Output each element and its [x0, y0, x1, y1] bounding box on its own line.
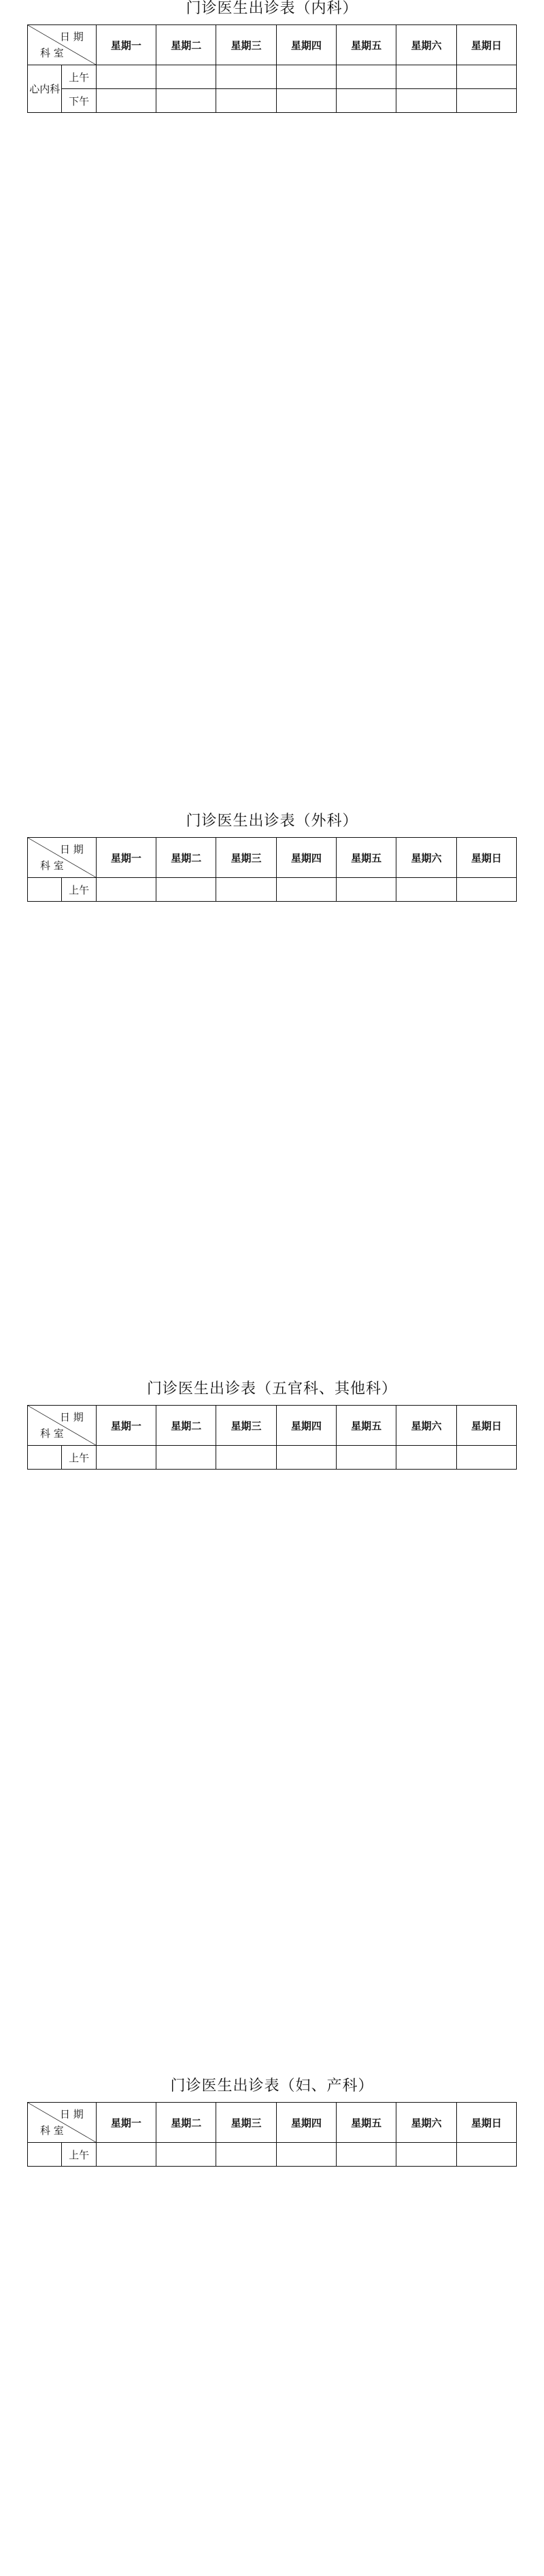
schedule-section-obgyn [27, 2078, 517, 2574]
table-row [28, 878, 517, 902]
day-header: 星期日 [456, 838, 516, 878]
day-header: 星期五 [337, 1406, 396, 1446]
day-header: 星期日 [456, 1406, 516, 1446]
section-title: 门诊医生出诊表（五官科、其他科） [146, 1380, 397, 1397]
section-title: 门诊医生出诊表（外科） [186, 813, 358, 830]
department-cell [28, 2143, 62, 2167]
doctor-cell [337, 878, 396, 902]
day-header: 星期六 [396, 1406, 456, 1446]
doctor-cell [456, 65, 516, 89]
day-header: 星期六 [396, 2103, 456, 2143]
table-row [28, 65, 517, 89]
doctor-cell [96, 878, 156, 902]
corner-label-dept: 科 室 [40, 859, 64, 872]
corner-header [28, 1406, 97, 1446]
doctor-cell [216, 2143, 276, 2167]
corner-label-dept: 科 室 [40, 1427, 64, 1440]
doctor-cell [156, 89, 216, 113]
day-header: 星期四 [276, 25, 336, 65]
section-title: 门诊医生出诊表（内科） [186, 0, 358, 17]
time-cell: 上午 [62, 65, 96, 89]
table-row [28, 89, 517, 113]
doctor-cell [216, 878, 276, 902]
day-header: 星期一 [96, 838, 156, 878]
day-header: 星期一 [96, 2103, 156, 2143]
doctor-cell [276, 89, 336, 113]
doctor-cell [156, 1446, 216, 1470]
doctor-cell [337, 65, 396, 89]
corner-label-dept: 科 室 [40, 2124, 64, 2137]
corner-label-date: 日 期 [60, 843, 84, 856]
doctor-cell [216, 1446, 276, 1470]
day-header: 星期四 [276, 1406, 336, 1446]
day-header: 星期二 [156, 838, 216, 878]
doctor-cell [276, 2143, 336, 2167]
doctor-cell [396, 89, 456, 113]
time-cell: 下午 [62, 89, 96, 113]
day-header: 星期一 [96, 25, 156, 65]
doctor-cell [156, 878, 216, 902]
schedule-section-ent-other [27, 1380, 517, 2067]
schedule-table [27, 2102, 517, 2167]
corner-label-dept: 科 室 [40, 46, 64, 59]
doctor-cell [96, 89, 156, 113]
doctor-cell [96, 1446, 156, 1470]
department-cell [28, 1446, 62, 1470]
corner-header [28, 838, 97, 878]
day-header: 星期一 [96, 1406, 156, 1446]
doctor-cell [337, 2143, 396, 2167]
day-header: 星期四 [276, 2103, 336, 2143]
schedule-table [27, 837, 517, 902]
day-header: 星期五 [337, 838, 396, 878]
corner-header [28, 25, 97, 65]
corner-label-date: 日 期 [60, 1411, 84, 1424]
corner-label-date: 日 期 [60, 31, 84, 44]
doctor-cell [96, 2143, 156, 2167]
doctor-cell [96, 65, 156, 89]
department-cell: 心内科 [28, 65, 62, 113]
table-header-row [28, 1406, 517, 1446]
day-header: 星期二 [156, 1406, 216, 1446]
day-header: 星期六 [396, 838, 456, 878]
schedule-section-surgery [27, 813, 517, 1370]
doctor-cell [276, 1446, 336, 1470]
day-header: 星期日 [456, 25, 516, 65]
doctor-cell [156, 2143, 216, 2167]
doctor-cell [337, 1446, 396, 1470]
day-header: 星期五 [337, 25, 396, 65]
section-title: 门诊医生出诊表（妇、产科） [170, 2078, 374, 2095]
corner-header [28, 2103, 97, 2143]
department-cell [28, 878, 62, 902]
doctor-cell [156, 65, 216, 89]
day-header: 星期三 [216, 2103, 276, 2143]
table-header-row [28, 2103, 517, 2143]
time-cell: 上午 [62, 2143, 96, 2167]
table-row [28, 1446, 517, 1470]
doctor-cell [216, 89, 276, 113]
day-header: 星期五 [337, 2103, 396, 2143]
table-header-row [28, 25, 517, 65]
schedule-table [27, 24, 517, 113]
day-header: 星期二 [156, 2103, 216, 2143]
day-header: 星期三 [216, 838, 276, 878]
doctor-cell [396, 2143, 456, 2167]
doctor-cell [456, 2143, 516, 2167]
corner-label-date: 日 期 [60, 2108, 84, 2121]
doctor-cell [456, 878, 516, 902]
day-header: 星期六 [396, 25, 456, 65]
day-header: 星期二 [156, 25, 216, 65]
schedule-section-internal [27, 0, 517, 806]
day-header: 星期四 [276, 838, 336, 878]
doctor-cell [456, 89, 516, 113]
doctor-cell [396, 65, 456, 89]
doctor-cell [396, 878, 456, 902]
doctor-cell [276, 878, 336, 902]
table-header-row [28, 838, 517, 878]
doctor-cell [396, 1446, 456, 1470]
day-header: 星期三 [216, 25, 276, 65]
doctor-cell [216, 65, 276, 89]
doctor-cell [337, 89, 396, 113]
day-header: 星期三 [216, 1406, 276, 1446]
time-cell: 上午 [62, 1446, 96, 1470]
schedule-table [27, 1405, 517, 1470]
doctor-cell [276, 65, 336, 89]
day-header: 星期日 [456, 2103, 516, 2143]
table-row [28, 2143, 517, 2167]
time-cell: 上午 [62, 878, 96, 902]
doctor-cell [456, 1446, 516, 1470]
